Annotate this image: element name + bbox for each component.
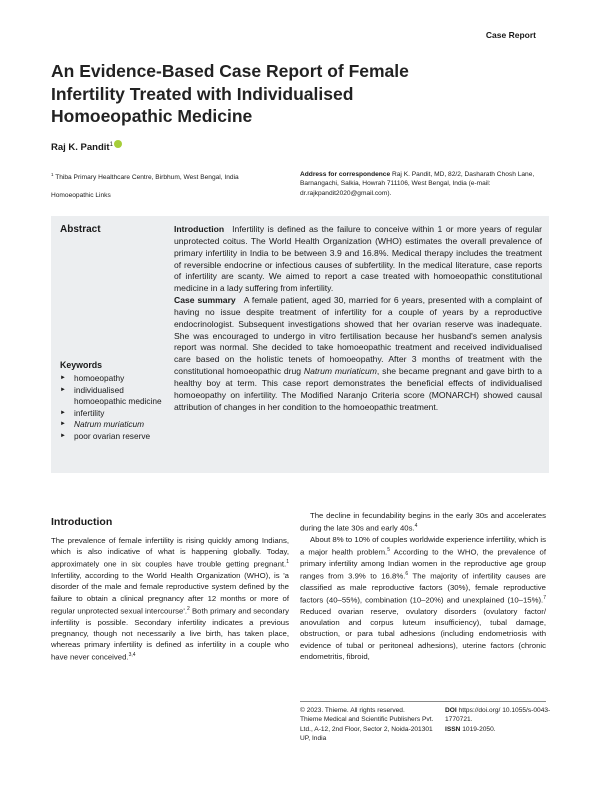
journal-name: Homoeopathic Links (51, 192, 111, 199)
correspondence (300, 170, 540, 198)
author-name: Raj K. Pandit (51, 142, 110, 153)
citation-sup[interactable]: 2 (187, 605, 190, 612)
intro-p1-part-c: Both primary and secondary infertility is possible. Secondary infertility indicates a previous pregnancy, though not necessarily a live birth, has taken place, whereas primary infertility is defined as infertility in a couple who have never conceived. (51, 606, 290, 662)
intro-paragraph-1 (51, 535, 289, 663)
abstract-intro-text: Infertility is defined as the failure to conceive within 1 or more years of regular unprotected coitus. The World Health Organization (WHO) estimates the overall prevalence of primary infertility in India to be between 3.9 and 16.8%. Medical therapy includes the treatment of reversible endocrine or infectious causes of subfertility. In the medical literature, case reports of infertility are scanty. We aimed to report a case treated with homoeopathic constitutional medicine in a lady suffering from infertility. (174, 224, 542, 294)
abstract-case-drug: Natrum muriaticum (303, 366, 377, 377)
keyword-item[interactable]: ► Natrum muriaticum (60, 419, 170, 431)
affil-text: Thiba Primary Healthcare Centre, Birbhum, West Bengal, India (55, 174, 239, 182)
footer-identifiers (445, 706, 555, 734)
abstract-intro-label: Introduction (174, 224, 225, 234)
affiliation (51, 170, 291, 182)
corr-label: Address for correspondence (300, 171, 391, 178)
abstract-case-text-1: A female patient, aged 30, married for 6 years, presented with a complaint of having no issue despite treatment of infertility for a couple of years by a reproductive endocrinologist. Subsequent investigations showed that her ovarian reserve was inadequate. She was encouraged to undergo in vitro fertilisation because her husband's semen analysis report was normal. She decided to take homoeopathic treatment and received individualised care based on the holistic tenets of homoeopathy. After 3 months of treatment with the constitutional homoeopathic drug (174, 295, 542, 377)
intro-p3-part-a: About 8% to 10% of couples worldwide experience infertility, which is a major health problem. (300, 534, 546, 557)
keyword-item[interactable]: ► homoeopathy (60, 373, 170, 385)
abstract-case-text-2: , she became pregnant and gave birth to a healthy boy at term. This case report demonstrates the beneficial effects of individualised homoeopathy on infertility. The Modified Naranjo Criteria score (MONARCH) showed causal attribution of changes in her condition to the homoeopathic treatment. (174, 366, 543, 412)
citation-sup[interactable]: 4 (414, 523, 418, 530)
footer-copyright: © 2023. Thieme. All rights reserved. (300, 707, 405, 714)
article-title: An Evidence-Based Case Report of Female Infertility Treated with Individualised Homoeopathic Medicine (51, 61, 409, 126)
doi-label: DOI (445, 707, 457, 714)
keyword-item[interactable]: ► infertility (60, 408, 170, 420)
footer-doi (445, 706, 555, 725)
body-column-left (51, 535, 289, 663)
intro-paragraph-2 (300, 510, 546, 534)
intro-p1-part-b: Infertility, according to the World Health Organization (WHO), is 'a disorder of the male and female reproductive system defined by the failure to obtain a clinical pregnancy after 12 months or more of regular unprotected sexual intercourse'. (51, 571, 289, 616)
footer-divider (300, 701, 546, 702)
keywords-heading: Keywords (60, 360, 103, 370)
orcid-icon[interactable] (114, 140, 122, 148)
footer-publisher-address: Thieme Medical and Scientific Publishers Pvt. Ltd., A-12, 2nd Floor, Sector 2, Noida-201301 UP, India (300, 716, 434, 743)
author-line (51, 140, 122, 153)
intro-p1-part-a: The prevalence of female infertility is rising quickly among Indians, which is also indicative of what is happening globally. Today, approximately one in six couples have trouble getting pregnant. (51, 536, 289, 569)
keywords-list (60, 373, 170, 443)
citation-sup[interactable]: 3,4 (128, 652, 136, 659)
abstract-intro-paragraph (174, 224, 542, 295)
abstract-heading: Abstract (60, 224, 101, 235)
issn-label: ISSN (445, 725, 461, 733)
intro-p3-part-d: Reduced ovarian reserve, ovulatory disorders (ovulatory factor/ anovulation and corpus luteum insufficiency), tubal damage, obstruction, or para tubal adhesions (including endometriosis with evidence of tubal or peritoneal adhesions), uterine factors (chronic endometritis, fibroid, (300, 606, 546, 661)
intro-p2-text: The decline in fecundability begins in the early 30s and accelerates during the late 30s and early 40s. (300, 511, 546, 533)
keyword-item[interactable]: ► poor ovarian reserve (60, 431, 170, 443)
corr-text: Raj K. Pandit, MD, 82/2, Dasharath Chosh Lane, Barnangachi, Salkia, Howrah 711106, West Bengal, India (e-mail: dr.rajkpandit2020@gmail.com). (300, 171, 535, 197)
abstract-case-paragraph (174, 295, 542, 413)
citation-sup[interactable]: 5 (387, 547, 390, 554)
introduction-heading: Introduction (51, 516, 113, 528)
footer-issn (445, 725, 555, 734)
issn-value: 1019-2050. (462, 725, 496, 733)
citation-sup[interactable]: 7 (543, 595, 546, 602)
body-column-right (300, 510, 546, 662)
intro-p3-part-c: The majority of infertility causes are classified as male reproductive factors (30%), female reproductive factors (40–55%), combination (10–20%) and unexplained (10–15%). (300, 571, 546, 605)
intro-paragraph-3 (300, 534, 546, 662)
author-affil-sup: 1 (109, 141, 113, 148)
affil-sup: 1 (51, 172, 54, 177)
footer-publisher (300, 706, 440, 744)
doi-link[interactable]: https://doi.org/ 10.1055/s-0043-1770721. (445, 707, 551, 724)
citation-sup[interactable]: 6 (405, 571, 409, 578)
keyword-item[interactable]: ► individualised homoeopathic medicine (60, 385, 170, 408)
intro-p3-part-b: According to the WHO, the prevalence of primary infertility among Indian women in the reproductive age group ranges from 3.9% to 16.8%. (300, 547, 546, 581)
article-type-label: Case Report (485, 30, 536, 40)
abstract-text (174, 224, 542, 414)
abstract-case-label: Case summary (174, 295, 236, 306)
citation-sup[interactable]: 1 (286, 559, 289, 566)
